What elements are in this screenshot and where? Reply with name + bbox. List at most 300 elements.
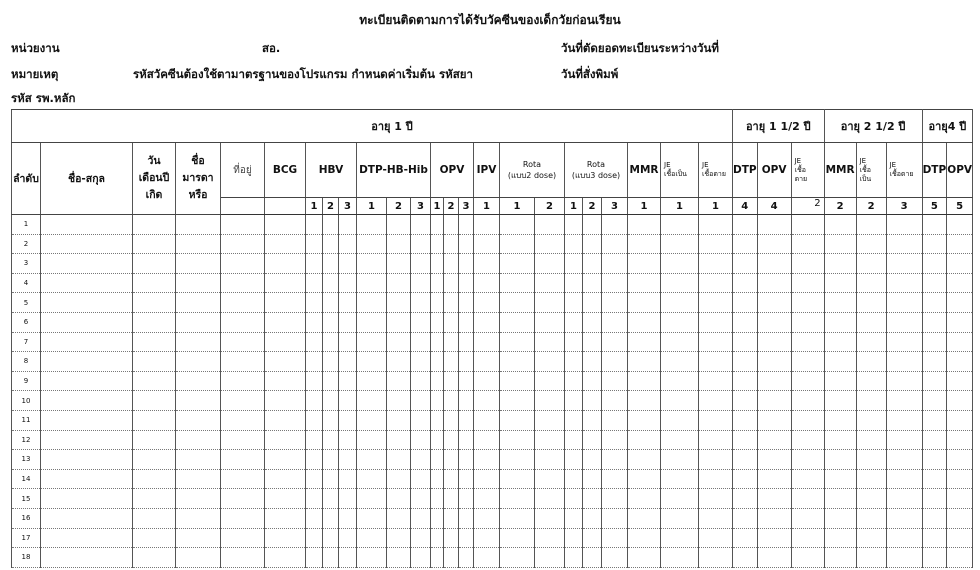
table-cell[interactable] bbox=[176, 469, 221, 489]
table-cell[interactable] bbox=[459, 508, 474, 528]
table-cell[interactable] bbox=[387, 469, 411, 489]
table-cell[interactable] bbox=[431, 548, 444, 568]
table-cell[interactable] bbox=[856, 273, 886, 293]
table-cell[interactable] bbox=[757, 391, 791, 411]
table-cell[interactable] bbox=[856, 293, 886, 313]
table-cell[interactable] bbox=[221, 312, 265, 332]
table-cell[interactable] bbox=[265, 234, 306, 254]
table-cell[interactable] bbox=[459, 234, 474, 254]
table-cell[interactable] bbox=[583, 332, 602, 352]
table-cell[interactable] bbox=[791, 489, 824, 509]
table-cell[interactable] bbox=[886, 508, 922, 528]
table-cell[interactable] bbox=[565, 391, 583, 411]
table-cell[interactable] bbox=[628, 273, 661, 293]
table-cell[interactable] bbox=[565, 371, 583, 391]
table-cell[interactable] bbox=[500, 410, 535, 430]
table-cell[interactable] bbox=[323, 234, 339, 254]
table-cell[interactable] bbox=[922, 371, 947, 391]
table-cell[interactable] bbox=[431, 273, 444, 293]
table-cell[interactable] bbox=[602, 410, 628, 430]
table-cell[interactable] bbox=[535, 352, 565, 372]
table-cell[interactable] bbox=[757, 508, 791, 528]
table-cell[interactable] bbox=[459, 430, 474, 450]
table-cell[interactable] bbox=[628, 352, 661, 372]
table-cell[interactable] bbox=[947, 332, 973, 352]
table-cell[interactable] bbox=[856, 371, 886, 391]
table-cell[interactable] bbox=[387, 548, 411, 568]
table-cell[interactable] bbox=[221, 332, 265, 352]
table-cell[interactable] bbox=[323, 450, 339, 470]
table-cell[interactable] bbox=[176, 430, 221, 450]
table-cell[interactable] bbox=[583, 469, 602, 489]
table-cell[interactable] bbox=[886, 371, 922, 391]
table-cell[interactable] bbox=[387, 410, 411, 430]
table-cell[interactable] bbox=[339, 548, 357, 568]
table-cell[interactable] bbox=[602, 450, 628, 470]
table-cell[interactable] bbox=[824, 234, 856, 254]
table-cell[interactable] bbox=[444, 312, 459, 332]
table-cell[interactable] bbox=[733, 234, 758, 254]
table-cell[interactable] bbox=[699, 469, 733, 489]
table-cell[interactable] bbox=[602, 215, 628, 235]
table-cell[interactable] bbox=[661, 293, 699, 313]
table-cell[interactable] bbox=[176, 312, 221, 332]
table-cell[interactable] bbox=[699, 332, 733, 352]
table-cell[interactable] bbox=[824, 352, 856, 372]
table-cell[interactable] bbox=[41, 528, 133, 548]
table-cell[interactable] bbox=[565, 489, 583, 509]
table-cell[interactable] bbox=[791, 312, 824, 332]
table-cell[interactable] bbox=[602, 293, 628, 313]
table-cell[interactable] bbox=[500, 548, 535, 568]
table-cell[interactable] bbox=[856, 254, 886, 274]
table-cell[interactable] bbox=[733, 312, 758, 332]
table-cell[interactable] bbox=[459, 254, 474, 274]
table-cell[interactable] bbox=[733, 215, 758, 235]
table-cell[interactable] bbox=[824, 469, 856, 489]
table-cell[interactable] bbox=[500, 391, 535, 411]
table-cell[interactable] bbox=[886, 312, 922, 332]
table-cell[interactable] bbox=[583, 234, 602, 254]
table-cell[interactable] bbox=[500, 430, 535, 450]
table-cell[interactable] bbox=[757, 273, 791, 293]
table-cell[interactable] bbox=[699, 312, 733, 332]
table-cell[interactable] bbox=[265, 450, 306, 470]
table-cell[interactable] bbox=[176, 508, 221, 528]
table-cell[interactable] bbox=[265, 391, 306, 411]
table-cell[interactable] bbox=[856, 430, 886, 450]
table-cell[interactable] bbox=[922, 508, 947, 528]
table-cell[interactable] bbox=[583, 312, 602, 332]
table-cell[interactable] bbox=[583, 371, 602, 391]
table-cell[interactable] bbox=[565, 508, 583, 528]
table-cell[interactable] bbox=[41, 273, 133, 293]
table-cell[interactable] bbox=[474, 469, 500, 489]
table-cell[interactable] bbox=[306, 352, 323, 372]
table-cell[interactable] bbox=[357, 450, 387, 470]
table-cell[interactable] bbox=[886, 528, 922, 548]
table-cell[interactable] bbox=[133, 430, 176, 450]
table-cell[interactable] bbox=[757, 352, 791, 372]
table-cell[interactable] bbox=[947, 410, 973, 430]
table-cell[interactable] bbox=[535, 215, 565, 235]
table-cell[interactable] bbox=[500, 371, 535, 391]
table-cell[interactable] bbox=[444, 215, 459, 235]
table-cell[interactable] bbox=[947, 293, 973, 313]
table-cell[interactable] bbox=[628, 312, 661, 332]
table-cell[interactable] bbox=[791, 469, 824, 489]
table-cell[interactable] bbox=[535, 332, 565, 352]
table-cell[interactable] bbox=[661, 254, 699, 274]
table-cell[interactable] bbox=[602, 273, 628, 293]
table-cell[interactable] bbox=[535, 254, 565, 274]
table-cell[interactable] bbox=[411, 489, 431, 509]
table-cell[interactable] bbox=[583, 450, 602, 470]
table-cell[interactable] bbox=[535, 430, 565, 450]
table-cell[interactable] bbox=[176, 332, 221, 352]
table-cell[interactable] bbox=[221, 293, 265, 313]
table-cell[interactable] bbox=[856, 410, 886, 430]
table-cell[interactable] bbox=[133, 410, 176, 430]
table-cell[interactable] bbox=[133, 352, 176, 372]
table-cell[interactable] bbox=[265, 312, 306, 332]
table-cell[interactable] bbox=[699, 391, 733, 411]
table-cell[interactable] bbox=[947, 430, 973, 450]
table-cell[interactable] bbox=[444, 410, 459, 430]
table-cell[interactable] bbox=[41, 352, 133, 372]
table-cell[interactable] bbox=[699, 234, 733, 254]
table-cell[interactable] bbox=[357, 528, 387, 548]
table-cell[interactable] bbox=[339, 371, 357, 391]
table-cell[interactable] bbox=[535, 312, 565, 332]
table-cell[interactable] bbox=[856, 528, 886, 548]
table-cell[interactable] bbox=[459, 273, 474, 293]
table-cell[interactable] bbox=[791, 254, 824, 274]
table-cell[interactable] bbox=[602, 391, 628, 411]
table-cell[interactable] bbox=[886, 234, 922, 254]
table-cell[interactable] bbox=[306, 371, 323, 391]
table-cell[interactable] bbox=[565, 528, 583, 548]
table-cell[interactable] bbox=[323, 430, 339, 450]
table-cell[interactable] bbox=[583, 293, 602, 313]
table-cell[interactable] bbox=[922, 391, 947, 411]
table-cell[interactable] bbox=[922, 352, 947, 372]
table-cell[interactable] bbox=[339, 410, 357, 430]
table-cell[interactable] bbox=[733, 352, 758, 372]
table-cell[interactable] bbox=[357, 430, 387, 450]
table-cell[interactable] bbox=[886, 293, 922, 313]
table-cell[interactable] bbox=[357, 489, 387, 509]
table-cell[interactable] bbox=[922, 234, 947, 254]
table-cell[interactable] bbox=[339, 430, 357, 450]
table-cell[interactable] bbox=[791, 410, 824, 430]
table-cell[interactable] bbox=[221, 469, 265, 489]
table-cell[interactable] bbox=[791, 430, 824, 450]
table-cell[interactable] bbox=[602, 508, 628, 528]
table-cell[interactable] bbox=[221, 391, 265, 411]
table-cell[interactable] bbox=[357, 352, 387, 372]
table-cell[interactable] bbox=[459, 215, 474, 235]
table-cell[interactable] bbox=[583, 508, 602, 528]
table-cell[interactable] bbox=[411, 352, 431, 372]
table-cell[interactable] bbox=[41, 508, 133, 528]
table-cell[interactable] bbox=[824, 391, 856, 411]
table-cell[interactable] bbox=[306, 450, 323, 470]
table-cell[interactable] bbox=[500, 293, 535, 313]
table-cell[interactable] bbox=[757, 254, 791, 274]
table-cell[interactable] bbox=[535, 528, 565, 548]
table-cell[interactable] bbox=[699, 548, 733, 568]
table-cell[interactable] bbox=[757, 234, 791, 254]
table-cell[interactable] bbox=[357, 234, 387, 254]
table-cell[interactable] bbox=[583, 391, 602, 411]
table-cell[interactable] bbox=[459, 352, 474, 372]
table-cell[interactable] bbox=[444, 450, 459, 470]
table-cell[interactable] bbox=[500, 450, 535, 470]
table-cell[interactable] bbox=[459, 548, 474, 568]
table-cell[interactable] bbox=[41, 450, 133, 470]
table-cell[interactable] bbox=[947, 273, 973, 293]
table-cell[interactable] bbox=[886, 215, 922, 235]
table-cell[interactable] bbox=[565, 430, 583, 450]
table-cell[interactable] bbox=[791, 391, 824, 411]
table-cell[interactable] bbox=[133, 273, 176, 293]
table-cell[interactable] bbox=[176, 254, 221, 274]
table-cell[interactable] bbox=[323, 489, 339, 509]
table-cell[interactable] bbox=[791, 450, 824, 470]
table-cell[interactable] bbox=[565, 352, 583, 372]
table-cell[interactable] bbox=[583, 548, 602, 568]
table-cell[interactable] bbox=[357, 332, 387, 352]
table-cell[interactable] bbox=[323, 528, 339, 548]
table-cell[interactable] bbox=[306, 312, 323, 332]
table-cell[interactable] bbox=[41, 391, 133, 411]
table-cell[interactable] bbox=[757, 548, 791, 568]
table-cell[interactable] bbox=[947, 469, 973, 489]
table-cell[interactable] bbox=[699, 352, 733, 372]
table-cell[interactable] bbox=[733, 371, 758, 391]
table-cell[interactable] bbox=[757, 410, 791, 430]
table-cell[interactable] bbox=[221, 450, 265, 470]
table-cell[interactable] bbox=[565, 450, 583, 470]
table-cell[interactable] bbox=[886, 391, 922, 411]
table-cell[interactable] bbox=[661, 215, 699, 235]
table-cell[interactable] bbox=[661, 332, 699, 352]
table-cell[interactable] bbox=[947, 450, 973, 470]
table-cell[interactable] bbox=[41, 410, 133, 430]
table-cell[interactable] bbox=[856, 450, 886, 470]
table-cell[interactable] bbox=[339, 450, 357, 470]
table-cell[interactable] bbox=[824, 293, 856, 313]
table-cell[interactable] bbox=[628, 234, 661, 254]
table-cell[interactable] bbox=[628, 430, 661, 450]
table-cell[interactable] bbox=[306, 215, 323, 235]
table-cell[interactable] bbox=[387, 508, 411, 528]
table-cell[interactable] bbox=[265, 273, 306, 293]
table-cell[interactable] bbox=[886, 548, 922, 568]
table-cell[interactable] bbox=[133, 215, 176, 235]
table-cell[interactable] bbox=[357, 371, 387, 391]
table-cell[interactable] bbox=[565, 234, 583, 254]
table-cell[interactable] bbox=[431, 352, 444, 372]
table-cell[interactable] bbox=[459, 528, 474, 548]
table-cell[interactable] bbox=[133, 312, 176, 332]
table-cell[interactable] bbox=[886, 352, 922, 372]
table-cell[interactable] bbox=[661, 391, 699, 411]
table-cell[interactable] bbox=[133, 489, 176, 509]
table-cell[interactable] bbox=[699, 508, 733, 528]
table-cell[interactable] bbox=[922, 332, 947, 352]
table-cell[interactable] bbox=[602, 430, 628, 450]
table-cell[interactable] bbox=[922, 312, 947, 332]
table-cell[interactable] bbox=[411, 371, 431, 391]
table-cell[interactable] bbox=[922, 548, 947, 568]
table-cell[interactable] bbox=[357, 273, 387, 293]
table-cell[interactable] bbox=[500, 332, 535, 352]
table-cell[interactable] bbox=[459, 293, 474, 313]
table-cell[interactable] bbox=[886, 332, 922, 352]
table-cell[interactable] bbox=[535, 391, 565, 411]
table-cell[interactable] bbox=[41, 234, 133, 254]
table-cell[interactable] bbox=[500, 528, 535, 548]
table-cell[interactable] bbox=[306, 548, 323, 568]
table-cell[interactable] bbox=[535, 234, 565, 254]
table-cell[interactable] bbox=[323, 371, 339, 391]
table-cell[interactable] bbox=[661, 371, 699, 391]
table-cell[interactable] bbox=[535, 469, 565, 489]
table-cell[interactable] bbox=[221, 254, 265, 274]
table-cell[interactable] bbox=[133, 234, 176, 254]
table-cell[interactable] bbox=[357, 410, 387, 430]
table-cell[interactable] bbox=[602, 489, 628, 509]
table-cell[interactable] bbox=[431, 489, 444, 509]
table-cell[interactable] bbox=[500, 254, 535, 274]
table-cell[interactable] bbox=[133, 254, 176, 274]
table-cell[interactable] bbox=[922, 215, 947, 235]
table-cell[interactable] bbox=[947, 312, 973, 332]
table-cell[interactable] bbox=[176, 548, 221, 568]
table-cell[interactable] bbox=[133, 528, 176, 548]
table-cell[interactable] bbox=[474, 234, 500, 254]
table-cell[interactable] bbox=[221, 352, 265, 372]
table-cell[interactable] bbox=[221, 489, 265, 509]
table-cell[interactable] bbox=[791, 548, 824, 568]
table-cell[interactable] bbox=[265, 254, 306, 274]
table-cell[interactable] bbox=[583, 430, 602, 450]
table-cell[interactable] bbox=[306, 234, 323, 254]
table-cell[interactable] bbox=[565, 293, 583, 313]
table-cell[interactable] bbox=[733, 293, 758, 313]
table-cell[interactable] bbox=[444, 528, 459, 548]
table-cell[interactable] bbox=[886, 469, 922, 489]
table-cell[interactable] bbox=[323, 469, 339, 489]
table-cell[interactable] bbox=[411, 332, 431, 352]
table-cell[interactable] bbox=[444, 273, 459, 293]
table-cell[interactable] bbox=[41, 489, 133, 509]
table-cell[interactable] bbox=[133, 508, 176, 528]
table-cell[interactable] bbox=[41, 469, 133, 489]
table-cell[interactable] bbox=[535, 273, 565, 293]
table-cell[interactable] bbox=[583, 273, 602, 293]
table-cell[interactable] bbox=[628, 254, 661, 274]
table-cell[interactable] bbox=[176, 489, 221, 509]
table-cell[interactable] bbox=[444, 508, 459, 528]
table-cell[interactable] bbox=[339, 312, 357, 332]
table-cell[interactable] bbox=[791, 273, 824, 293]
table-cell[interactable] bbox=[176, 391, 221, 411]
table-cell[interactable] bbox=[757, 430, 791, 450]
table-cell[interactable] bbox=[387, 371, 411, 391]
table-cell[interactable] bbox=[922, 469, 947, 489]
table-cell[interactable] bbox=[886, 410, 922, 430]
table-cell[interactable] bbox=[500, 469, 535, 489]
table-cell[interactable] bbox=[628, 528, 661, 548]
table-cell[interactable] bbox=[856, 469, 886, 489]
table-cell[interactable] bbox=[583, 215, 602, 235]
table-cell[interactable] bbox=[41, 215, 133, 235]
table-cell[interactable] bbox=[431, 293, 444, 313]
table-cell[interactable] bbox=[947, 215, 973, 235]
table-cell[interactable] bbox=[947, 352, 973, 372]
table-cell[interactable] bbox=[922, 410, 947, 430]
table-cell[interactable] bbox=[474, 528, 500, 548]
table-cell[interactable] bbox=[922, 273, 947, 293]
table-cell[interactable] bbox=[733, 508, 758, 528]
table-cell[interactable] bbox=[824, 312, 856, 332]
table-cell[interactable] bbox=[699, 528, 733, 548]
table-cell[interactable] bbox=[387, 450, 411, 470]
table-cell[interactable] bbox=[306, 293, 323, 313]
table-cell[interactable] bbox=[474, 273, 500, 293]
table-cell[interactable] bbox=[583, 489, 602, 509]
table-cell[interactable] bbox=[474, 215, 500, 235]
table-cell[interactable] bbox=[474, 371, 500, 391]
table-cell[interactable] bbox=[387, 391, 411, 411]
table-cell[interactable] bbox=[221, 528, 265, 548]
table-cell[interactable] bbox=[535, 450, 565, 470]
table-cell[interactable] bbox=[221, 215, 265, 235]
table-cell[interactable] bbox=[474, 450, 500, 470]
table-cell[interactable] bbox=[500, 312, 535, 332]
table-cell[interactable] bbox=[265, 371, 306, 391]
table-cell[interactable] bbox=[459, 450, 474, 470]
table-cell[interactable] bbox=[699, 371, 733, 391]
table-cell[interactable] bbox=[757, 332, 791, 352]
table-cell[interactable] bbox=[357, 548, 387, 568]
table-cell[interactable] bbox=[733, 391, 758, 411]
table-cell[interactable] bbox=[661, 410, 699, 430]
table-cell[interactable] bbox=[387, 215, 411, 235]
table-cell[interactable] bbox=[265, 430, 306, 450]
table-cell[interactable] bbox=[323, 293, 339, 313]
table-cell[interactable] bbox=[922, 489, 947, 509]
table-cell[interactable] bbox=[444, 293, 459, 313]
table-cell[interactable] bbox=[733, 273, 758, 293]
table-cell[interactable] bbox=[791, 371, 824, 391]
table-cell[interactable] bbox=[535, 410, 565, 430]
table-cell[interactable] bbox=[791, 332, 824, 352]
table-cell[interactable] bbox=[357, 293, 387, 313]
table-cell[interactable] bbox=[824, 273, 856, 293]
table-cell[interactable] bbox=[176, 450, 221, 470]
table-cell[interactable] bbox=[661, 508, 699, 528]
table-cell[interactable] bbox=[133, 293, 176, 313]
table-cell[interactable] bbox=[323, 312, 339, 332]
table-cell[interactable] bbox=[306, 273, 323, 293]
table-cell[interactable] bbox=[583, 528, 602, 548]
table-cell[interactable] bbox=[474, 430, 500, 450]
table-cell[interactable] bbox=[176, 528, 221, 548]
